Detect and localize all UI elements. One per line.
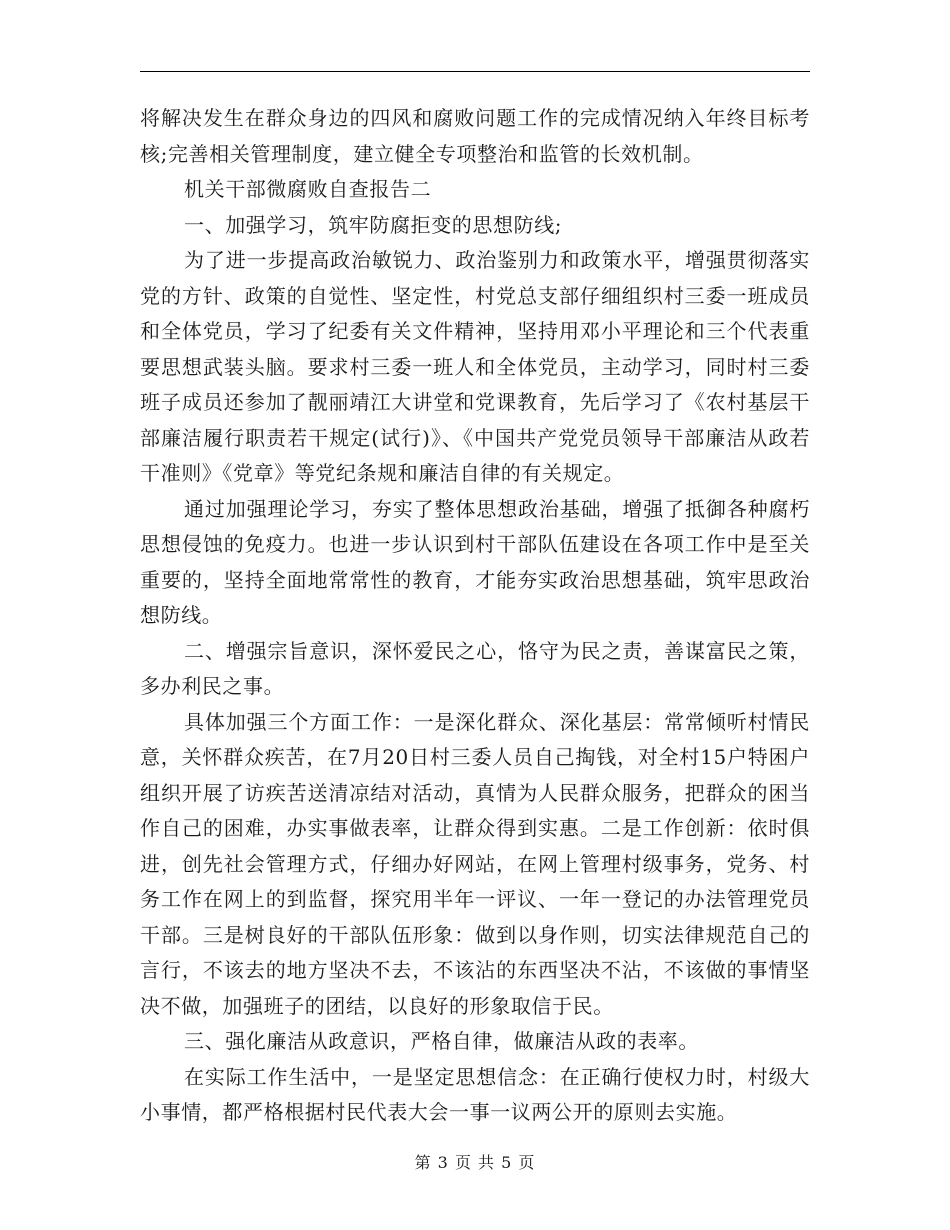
page-number-footer: 第 3 页 共 5 页 [414, 1153, 536, 1172]
section-heading: 一、加强学习，筑牢防腐拒变的思想防线; [184, 212, 563, 237]
paragraph: 将解决发生在群众身边的四风和腐败问题工作的完成情况纳入年终目标考核;完善相关管理制度，建立健全专项整治和监管的长效机制。 [140, 106, 810, 166]
paragraph: 具体加强三个方面工作：一是深化群众、深化基层：常常倾听村情民意，关怀群众疾苦，在7月20日村三委人员自己掏钱，对全村15户特困户组织开展了访疾苦送清凉结对活动，真情为人民群众服务，把群众的困当作自己的困难，办实事做表率，让群众得到实惠。二是工作创新：依时俱进，创先社会管理方式，仔细办好网站，在网上管理村级事务，党务、村务工作在网上的到监督，探究用半年一评议、一年一登记的办法管理党员干部。三是树良好的干部队伍形象：做到以身作则，切实法律规范自己的言行，不该去的地方坚决不去，不该沾的东西坚决不沾，不该做的事情坚决不做，加强班子的团结，以良好的形象取信于民。 [140, 709, 810, 1018]
document-body [140, 101, 810, 1131]
paragraph: 在实际工作生活中，一是坚定思想信念：在正确行使权力时，村级大小事情，都严格根据村民代表大会一事一议两公开的原则去实施。 [140, 1064, 810, 1124]
header-divider [140, 71, 810, 72]
paragraph: 通过加强理论学习，夯实了整体思想政治基础，增强了抵御各种腐朽思想侵蚀的免疫力。也进一步认识到村干部队伍建设在各项工作中是至关重要的，坚持全面地常常性的教育，才能夯实政治思想基础，筑牢思政治想防线。 [140, 496, 810, 627]
section-heading: 三、强化廉洁从政意识，严格自律，做廉洁从政的表率。 [184, 1029, 699, 1053]
section-heading: 二、增强宗旨意识，深怀爱民之心，恪守为民之责，善谋富民之策，多办利民之事。 [140, 638, 810, 698]
paragraph: 为了进一步提高政治敏锐力、政治鉴别力和政策水平，增强贯彻落实党的方针、政策的自觉性、坚定性，村党总支部仔细组织村三委一班成员和全体党员，学习了纪委有关文件精神，坚持用邓小平理论和三个代表重要思想武装头脑。要求村三委一班人和全体党员，主动学习，同时村三委班子成员还参加了靓丽靖江大讲堂和党课教育，先后学习了《农村基层干部廉洁履行职责若干规定(试行)》、《中国共产党党员领导干部廉洁从政若干准则》《党章》等党纪条规和廉洁自律的有关规定。 [140, 248, 810, 485]
section-title: 机关干部微腐败自查报告二 [184, 177, 432, 201]
